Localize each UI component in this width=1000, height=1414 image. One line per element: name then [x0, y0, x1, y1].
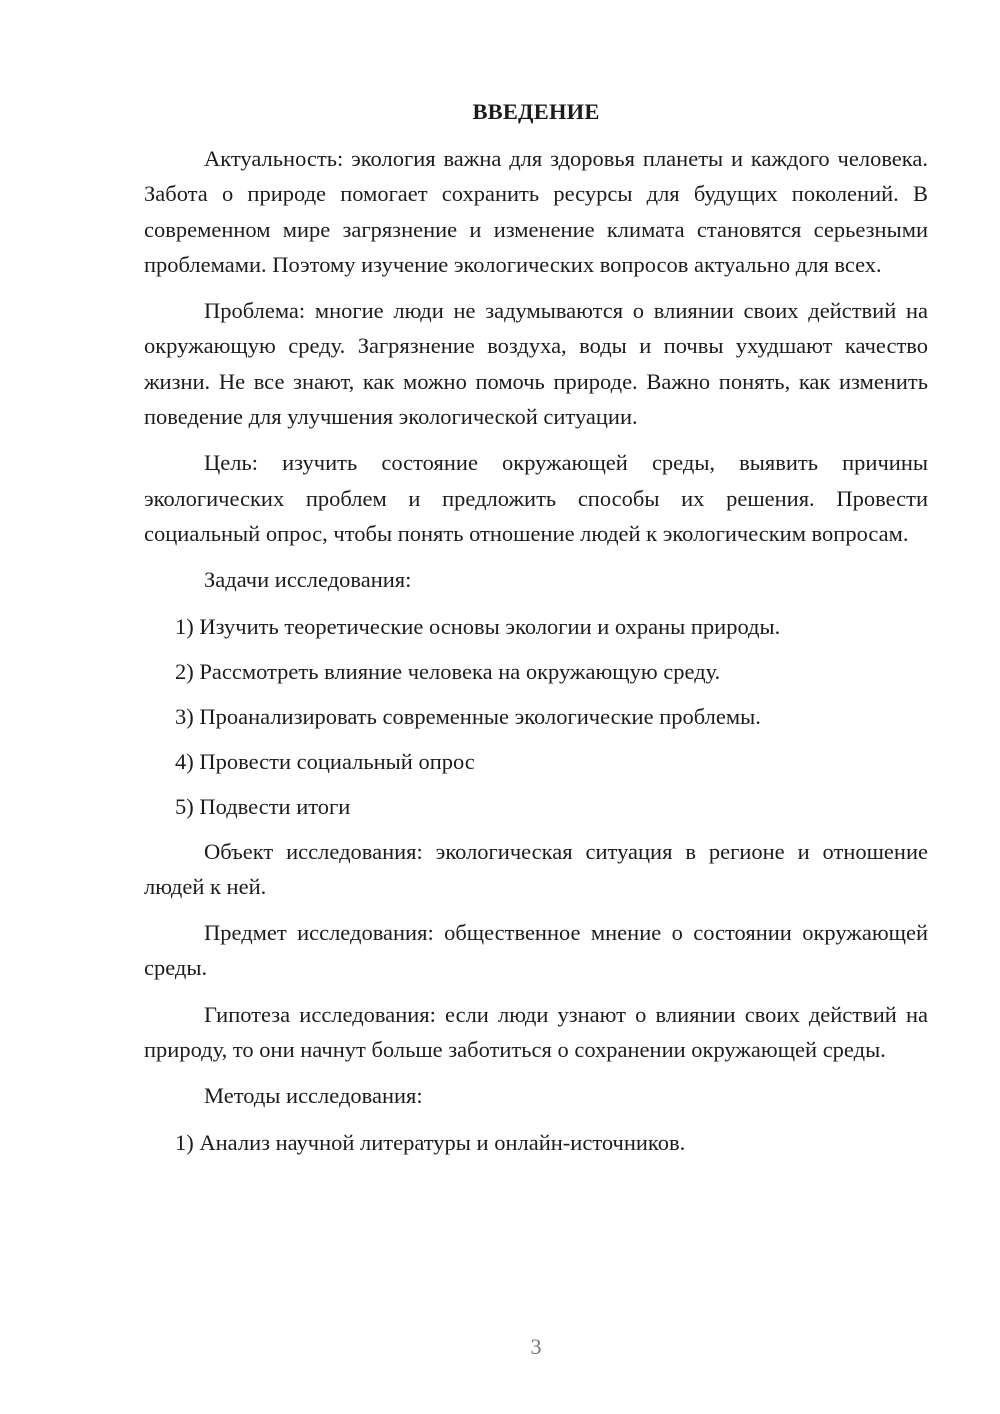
object-paragraph: Объект исследования: экологическая ситуация в регионе и отношение людей к ней. — [144, 838, 928, 899]
subject-paragraph: Предмет исследования: общественное мнение о состоянии окружающей среды. — [144, 920, 928, 981]
tasks-list — [144, 609, 928, 824]
problem-paragraph: Проблема: многие люди не задумываются о влиянии своих действий на окружающую среду. Загрязнение воздуха, воды и почвы ухудшают качество жизни. Не все знают, как можно помочь природе. Важно понять, как изменить поведение для улучшения экологической ситуации. — [144, 298, 928, 430]
section-title: ВВЕДЕНИЕ — [472, 99, 600, 124]
task-item: 4) Провести социальный опрос — [175, 748, 475, 774]
tasks-heading: Задачи исследования: — [204, 567, 412, 593]
method-item: 1) Анализ научной литературы и онлайн-источников. — [175, 1129, 686, 1155]
relevance-paragraph: Актуальность: экология важна для здоровья планеты и каждого человека. Забота о природе помогает сохранить ресурсы для будущих поколений. В современном мире загрязнение и изменение климата становятся серьезными проблемами. Поэтому изучение экологических вопросов актуально для всех. — [144, 146, 928, 277]
methods-list — [144, 1125, 928, 1160]
task-item: 3) Проанализировать современные экологические проблемы. — [175, 703, 761, 729]
goal-paragraph: Цель: изучить состояние окружающей среды, выявить причины экологических проблем и предложить способы их решения. Провести социальный опрос, чтобы понять отношение людей к экологическим вопросам. — [144, 450, 928, 546]
task-item: 2) Рассмотреть влияние человека на окружающую среду. — [175, 658, 721, 684]
page-number: 3 — [530, 1334, 542, 1359]
task-item: 1) Изучить теоретические основы экологии и охраны природы. — [175, 613, 781, 639]
methods-heading: Методы исследования: — [204, 1083, 423, 1109]
task-item: 5) Подвести итоги — [175, 793, 351, 819]
page-content — [144, 94, 928, 1170]
hypothesis-paragraph: Гипотеза исследования: если люди узнают о влиянии своих действий на природу, то они начнут больше заботиться о сохранении окружающей среды. — [144, 1001, 928, 1063]
